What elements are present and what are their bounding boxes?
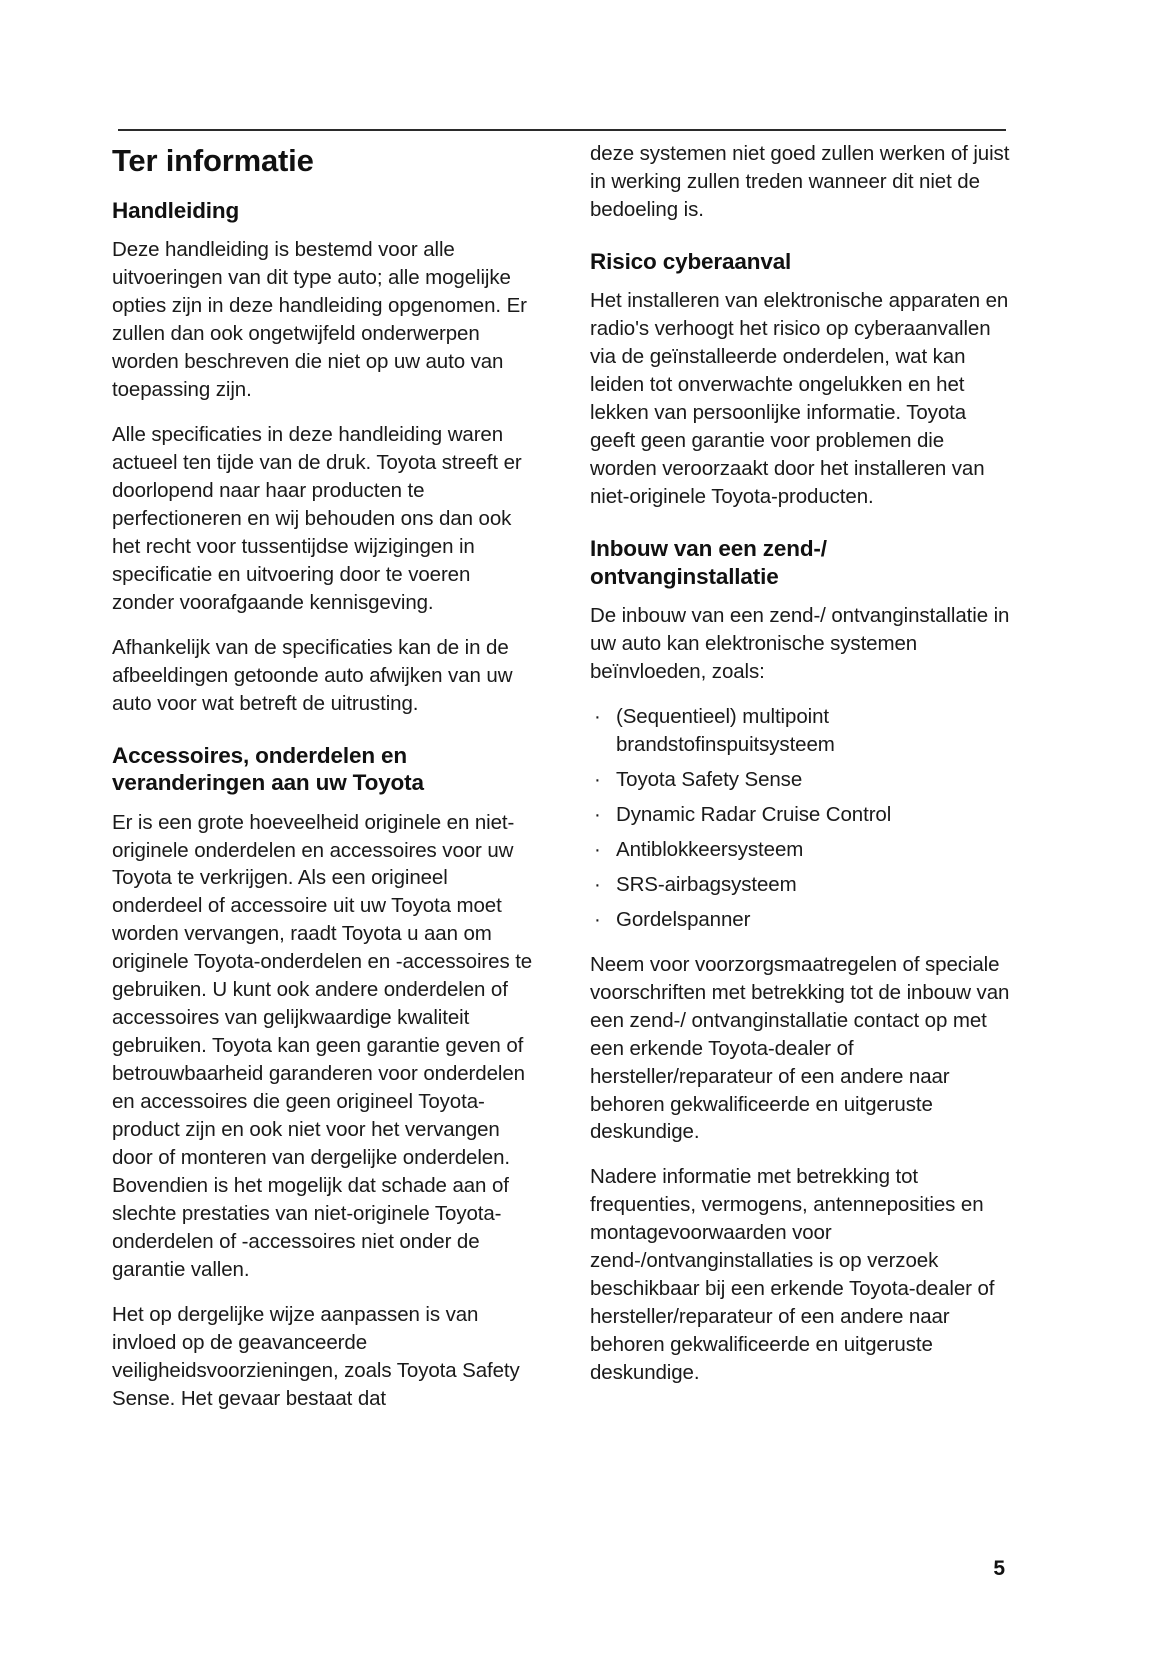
paragraph: De inbouw van een zend-/ ontvanginstallatie in uw auto kan elektronische systemen beïnvloeden, zoals: bbox=[590, 603, 1010, 683]
list-item-label: Dynamic Radar Cruise Control bbox=[616, 802, 892, 826]
bullet-icon: · bbox=[594, 704, 601, 728]
page-title: Ter informatie bbox=[112, 143, 314, 178]
list-item bbox=[590, 836, 1012, 864]
list-item bbox=[590, 766, 1012, 794]
bullet-icon: · bbox=[594, 872, 601, 896]
section-heading-handleiding: Handleiding bbox=[112, 197, 240, 223]
bullet-icon: · bbox=[594, 767, 601, 791]
paragraph: Er is een grote hoeveelheid originele en niet-originele onderdelen en accessoires voor uw Toyota te verkrijgen. Als een origineel onderdeel of accessoire uit uw Toyota moet worden vervangen, raadt Toyota u aan om originele Toyota-onderdelen en -accessoires te gebruiken. U kunt ook andere onderdelen of accessoires van gelijkwaardige kwaliteit gebruiken. Toyota kan geen garantie geven of betrouwbaarheid garanderen voor onderdelen en accessoires die geen origineel Toyota-product zijn en ook niet voor het vervangen door of monteren van dergelijke onderdelen. Bovendien is het mogelijk dat schade aan of slechte prestaties van niet-originele Toyota-onderdelen of -accessoires niet onder de garantie vallen. bbox=[112, 810, 533, 1282]
paragraph: Alle specificaties in deze handleiding waren actueel ten tijde van de druk. Toyota streeft er doorlopend naar haar producten te perfectioneren en wij behouden ons dan ook het recht voor tussentijdse wijzigingen in specificatie en uitvoering door te voeren zonder voorafgaande kennisgeving. bbox=[112, 422, 522, 614]
page-content bbox=[112, 140, 1012, 1540]
list-item bbox=[590, 906, 1012, 934]
list-item-label: (Sequentieel) multipoint brandstofinspuitsysteem bbox=[616, 704, 835, 756]
list-item-label: Antiblokkeersysteem bbox=[616, 837, 804, 861]
list-item bbox=[590, 871, 1012, 899]
list-item bbox=[590, 703, 1012, 759]
section-heading-inbouw-zend-ontvanginstallatie: Inbouw van een zend-/ ontvanginstallatie bbox=[590, 536, 827, 589]
bullet-icon: · bbox=[594, 907, 601, 931]
section-heading-accessoires: Accessoires, onderdelen en veranderingen aan uw Toyota bbox=[112, 742, 424, 796]
header-rule bbox=[118, 129, 1006, 131]
page-number: 5 bbox=[993, 1557, 1005, 1580]
paragraph: Neem voor voorzorgsmaatregelen of speciale voorschriften met betrekking tot de inbouw van een zend-/ ontvanginstallatie contact op met een erkende Toyota-dealer of hersteller/reparateur of een andere naar behoren gekwalificeerde en uitgeruste deskundige. bbox=[590, 952, 1010, 1144]
list-item-label: SRS-airbagsysteem bbox=[616, 872, 797, 896]
paragraph-continued: deze systemen niet goed zullen werken of juist in werking zullen treden wanneer dit niet de bedoeling is. bbox=[590, 142, 1010, 221]
paragraph: Het installeren van elektronische apparaten en radio's verhoogt het risico op cyberaanvallen via de geïnstalleerde onderdelen, wat kan leiden tot onverwachte ongelukken en het lekken van persoonlijke informatie. Toyota geeft geen garantie voor problemen die worden veroorzaakt door het installeren van niet-originele Toyota-producten. bbox=[590, 289, 1009, 509]
paragraph: Het op dergelijke wijze aanpassen is van invloed op de geavanceerde veiligheidsvoorzieningen, zoals Toyota Safety Sense. Het gevaar bestaat dat bbox=[112, 1303, 520, 1410]
paragraph: Deze handleiding is bestemd voor alle uitvoeringen van dit type auto; alle mogelijke opties zijn in deze handleiding opgenomen. Er zullen dan ook ongetwijfeld onderwerpen worden beschreven die niet op uw auto van toepassing zijn. bbox=[112, 238, 527, 401]
paragraph: Nadere informatie met betrekking tot frequenties, vermogens, antenneposities en montagevoorwaarden voor zend-/ontvanginstallaties is op verzoek beschikbaar bij een erkende Toyota-dealer of hersteller/reparateur of een andere naar behoren gekwalificeerde en uitgeruste deskundige. bbox=[590, 1165, 995, 1385]
systems-bullet-list bbox=[590, 703, 1012, 934]
section-heading-risico-cyberaanval: Risico cyberaanval bbox=[590, 248, 792, 274]
paragraph: Afhankelijk van de specificaties kan de in de afbeeldingen getoonde auto afwijken van uw auto voor wat betreft de uitrusting. bbox=[112, 635, 513, 715]
bullet-icon: · bbox=[594, 802, 601, 826]
list-item-label: Toyota Safety Sense bbox=[616, 767, 803, 791]
bullet-icon: · bbox=[594, 837, 601, 861]
list-item-label: Gordelspanner bbox=[616, 907, 751, 931]
list-item bbox=[590, 801, 1012, 829]
